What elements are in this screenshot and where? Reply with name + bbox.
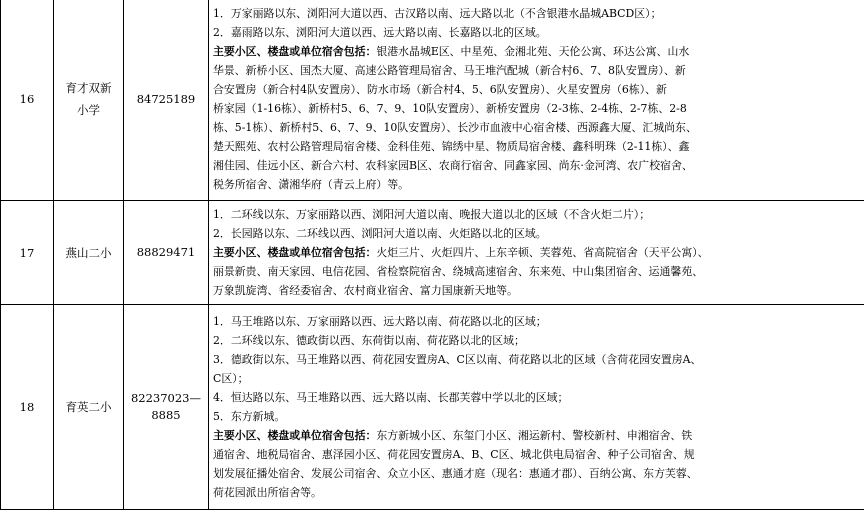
description-text: 桥家园（1-16栋）、新桥村5、6、7、9、10队安置房）、新桥安置房（2-3栋、2-4栋、2-7栋、2-8 xyxy=(213,102,687,115)
description-line xyxy=(213,312,861,331)
description-text: 1．二环线以东、万家丽路以西、浏阳河大道以南、晚报大道以北的区域（不含火炬二片）； xyxy=(213,208,650,221)
table-row xyxy=(1,201,864,305)
description-line xyxy=(213,388,861,407)
phone-number xyxy=(124,201,209,305)
description-line xyxy=(213,369,861,388)
phone-number-text: 8885 xyxy=(124,407,208,424)
description-line xyxy=(213,331,861,350)
description-line xyxy=(213,99,861,118)
description-text: 3．德政街以东、马王堆路以西、荷花园安置房A、C区以南、荷花路以北的区域（含荷花园安置房A、 xyxy=(213,353,701,366)
school-name-text: 育才双新小学 xyxy=(64,77,114,121)
description-line xyxy=(213,137,861,156)
description-line xyxy=(213,426,861,445)
district-description xyxy=(209,201,864,305)
description-line xyxy=(213,243,861,262)
school-name xyxy=(54,305,124,510)
description-line xyxy=(213,175,861,194)
description-line xyxy=(213,464,861,483)
included-communities-label: 主要小区、楼盘或单位宿舍包括： xyxy=(213,45,376,58)
description-line xyxy=(213,262,861,281)
description-line xyxy=(213,23,861,42)
description-text: 湘佳园、佳远小区、新合六村、农科家园B区、农商行宿舍、同鑫家园、尚东·金河湾、农广校宿舍、 xyxy=(213,159,693,172)
included-communities-label: 主要小区、楼盘或单位宿舍包括： xyxy=(213,246,376,259)
description-line xyxy=(213,281,861,300)
phone-number xyxy=(124,0,209,201)
school-name xyxy=(54,201,124,305)
description-text: 丽景新贵、南天家园、电信花园、省检察院宿舍、绕城高速宿舍、东来苑、中山集团宿舍、运通馨苑、 xyxy=(213,265,703,278)
description-text: 2．长园路以东、二环线以西、浏阳河大道以南、火炬路以北的区域。 xyxy=(213,227,547,240)
description-text: 楚天熙苑、农村公路管理局宿舍楼、金科佳苑、锦绣中星、物质局宿舍楼、鑫科明珠（2-11栋）、鑫 xyxy=(213,140,689,153)
description-line xyxy=(213,205,861,224)
description-text: 2．二环线以东、德政街以西、东荷街以南、荷花路以北的区域； xyxy=(213,334,525,347)
description-text: 东方新城小区、东玺门小区、湘运新村、警校新村、申湘宿舍、铁 xyxy=(376,429,692,442)
included-communities-label: 主要小区、楼盘或单位宿舍包括： xyxy=(213,429,376,442)
description-text: 通宿舍、地税局宿舍、惠泽园小区、荷花园安置房A、B、C区、城北供电局宿舍、种子公司宿舍、规 xyxy=(213,448,695,461)
description-text: 划发展征播处宿舍、发展公司宿舍、众立小区、惠通才庭（现名：惠通才郡）、百纳公寓、东方芙蓉、 xyxy=(213,467,698,480)
description-text: 华景、新桥小区、国杰大厦、高速公路管理局宿舍、马王堆汽配城（新合村6、7、8队安置房）、新 xyxy=(213,64,686,77)
district-description xyxy=(209,0,864,201)
description-text: 税务所宿舍、潇湘华府（青云上府）等。 xyxy=(213,178,409,191)
description-text: 荷花园派出所宿舍等。 xyxy=(213,486,322,499)
description-text: 栋、5-1栋）、新桥村5、6、7、9、10队安置房）、长沙市血液中心宿舍楼、西源鑫大厦、汇城尚东、 xyxy=(213,121,697,134)
description-line xyxy=(213,350,861,369)
table-body xyxy=(1,0,864,510)
description-text: 2．嘉雨路以东、浏阳河大道以西、远大路以南、长嘉路以北的区域。 xyxy=(213,26,547,39)
phone-number-text: 82237023— xyxy=(124,390,208,407)
table-row xyxy=(1,0,864,201)
description-text: 火炬三片、火炬四片、上东辛顿、芙蓉苑、省高院宿舍（天平公寓）、 xyxy=(376,246,708,259)
description-line xyxy=(213,445,861,464)
school-name xyxy=(54,0,124,201)
description-line xyxy=(213,156,861,175)
description-line xyxy=(213,118,861,137)
row-number: 18 xyxy=(1,305,54,510)
description-text: 5．东方新城。 xyxy=(213,410,285,423)
school-name-text: 燕山二小 xyxy=(64,242,114,264)
phone-number-text: 88829471 xyxy=(124,244,208,261)
description-text: C区）； xyxy=(213,372,249,385)
description-line xyxy=(213,4,861,23)
description-line xyxy=(213,407,861,426)
description-line xyxy=(213,42,861,61)
phone-number xyxy=(124,305,209,510)
description-text: 万象凯旋湾、省经委宿舍、农村商业宿舍、富力国康新天地等。 xyxy=(213,284,518,297)
description-text: 银港水晶城E区、中星苑、金湘北苑、天伦公寓、环达公寓、山水 xyxy=(376,45,689,58)
description-text: 1．万家丽路以东、浏阳河大道以西、古汉路以南、远大路以北（不含银港水晶城ABCD区）； xyxy=(213,7,661,20)
table-row xyxy=(1,305,864,510)
description-text: 合安置房（新合村4队安置房）、防水市场（新合村4、5、6队安置房）、火星安置房（6栋）、新 xyxy=(213,83,667,96)
description-text: 1．马王堆路以东、万家丽路以西、远大路以南、荷花路以北的区域； xyxy=(213,315,547,328)
description-text: 4．恒达路以东、马王堆路以西、远大路以南、长郡芙蓉中学以北的区域； xyxy=(213,391,568,404)
description-line xyxy=(213,80,861,99)
row-number: 17 xyxy=(1,201,54,305)
district-description xyxy=(209,305,864,510)
phone-number-text: 84725189 xyxy=(124,91,208,108)
row-number: 16 xyxy=(1,0,54,201)
description-line xyxy=(213,224,861,243)
description-line xyxy=(213,61,861,80)
school-name-text: 育英二小 xyxy=(64,396,114,418)
